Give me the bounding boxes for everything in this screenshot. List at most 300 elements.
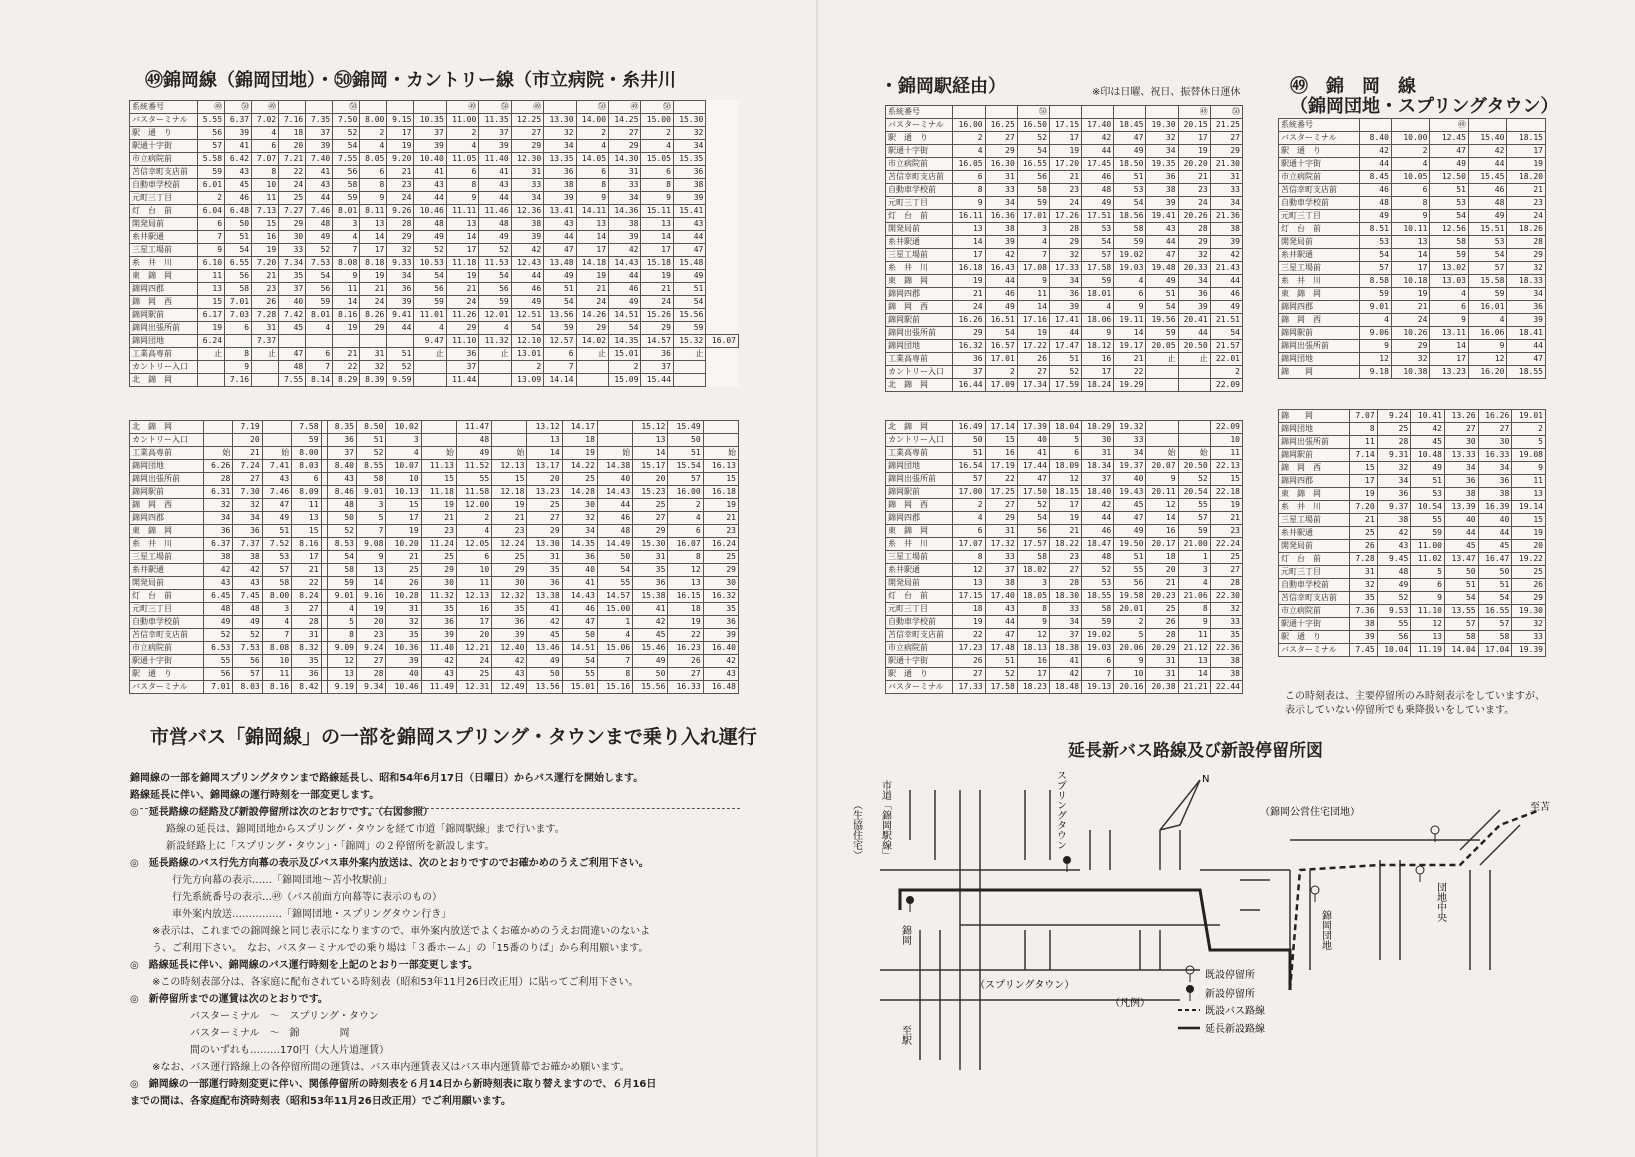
time-cell: 6 — [544, 348, 576, 361]
time-cell — [387, 335, 414, 348]
stop-name: 東 錦 岡 — [886, 525, 953, 538]
time-cell: 12 — [953, 564, 985, 577]
time-cell: 9 — [1114, 655, 1146, 668]
stop-name: 灯 台 前 — [1279, 223, 1360, 236]
time-cell: 5 — [357, 512, 386, 525]
time-cell: 19 — [1391, 288, 1430, 301]
stop-name: 錦 岡 西 — [1279, 314, 1360, 327]
route-number — [1507, 119, 1546, 132]
time-cell: 56 — [1114, 577, 1146, 590]
time-cell: 41 — [633, 603, 668, 616]
time-cell: 11 — [1210, 447, 1242, 460]
time-cell: 39 — [1178, 301, 1210, 314]
stop-name: バスターミナル — [130, 681, 204, 694]
stop-name: 錦岡駅前 — [1279, 327, 1360, 340]
time-cell: 17.51 — [1082, 210, 1114, 223]
time-cell: 25 — [1512, 566, 1546, 579]
time-cell: 26 — [1017, 353, 1049, 366]
table-row — [1279, 540, 1546, 553]
time-cell: 44 — [1178, 327, 1210, 340]
time-cell: 17.58 — [1082, 262, 1114, 275]
time-cell: 6 — [198, 218, 225, 231]
time-cell: 9.20 — [387, 153, 414, 166]
time-cell: 9 — [1430, 314, 1469, 327]
time-cell: 8.53 — [327, 538, 356, 551]
table-row — [1279, 449, 1546, 462]
time-cell: 40 — [1444, 514, 1478, 527]
time-cell: 59 — [1178, 525, 1210, 538]
time-cell — [1146, 421, 1178, 434]
time-cell: 27 — [1049, 564, 1081, 577]
time-cell: 16.11 — [953, 210, 985, 223]
time-cell: 7 — [198, 231, 225, 244]
route-number: ㊾ — [609, 101, 641, 114]
time-cell: 44 — [1146, 236, 1178, 249]
time-cell: 41 — [562, 577, 597, 590]
time-cell: 56 — [1377, 631, 1411, 644]
time-cell: 46 — [562, 603, 597, 616]
time-cell: 13.39 — [1444, 501, 1478, 514]
time-cell: 25 — [492, 551, 527, 564]
time-cell: 58 — [357, 473, 386, 486]
table-row — [886, 288, 1243, 301]
time-cell: 4 — [597, 629, 632, 642]
time-cell: 29 — [576, 322, 608, 335]
time-cell: 19.01 — [1512, 410, 1546, 423]
right-title: ㊾ 錦 岡 線 — [1290, 76, 1416, 97]
middle-title: ・錦岡駅経由） — [880, 76, 1006, 97]
map-legend — [1110, 966, 1265, 1035]
time-cell: 53 — [262, 551, 291, 564]
time-cell: 43 — [262, 473, 291, 486]
time-cell: 42 — [1082, 132, 1114, 145]
time-cell: 28 — [387, 218, 414, 231]
time-cell: 27 — [1017, 366, 1049, 379]
time-cell: 49 — [1114, 145, 1146, 158]
time-cell: 34 — [1178, 275, 1210, 288]
header-label: 系統番号 — [886, 106, 953, 119]
time-cell: 19 — [562, 447, 597, 460]
stop-name: 開発局前 — [130, 577, 204, 590]
time-cell: 32 — [1512, 618, 1546, 631]
time-cell: 51 — [225, 231, 252, 244]
time-cell: 56 — [306, 283, 333, 296]
table-row — [886, 577, 1243, 590]
time-cell: 50 — [562, 629, 597, 642]
time-cell: 11.40 — [479, 153, 511, 166]
table-row — [886, 434, 1243, 447]
time-cell: 34 — [511, 192, 543, 205]
time-cell: 12.31 — [456, 681, 491, 694]
time-cell: 7 — [597, 655, 632, 668]
time-cell: 22 — [333, 361, 360, 374]
time-cell: 25 — [421, 551, 456, 564]
time-cell: 22.18 — [1210, 486, 1242, 499]
time-cell: 20.05 — [1146, 340, 1178, 353]
time-cell: 20.06 — [1114, 642, 1146, 655]
time-cell: 11 — [456, 577, 491, 590]
time-cell: 9.16 — [357, 590, 386, 603]
time-cell: 8.50 — [357, 421, 386, 434]
time-cell: 46 — [1359, 184, 1391, 197]
time-cell: 37 — [985, 564, 1017, 577]
table-row — [1279, 210, 1546, 223]
table-row — [130, 681, 739, 694]
table-row — [886, 119, 1243, 132]
time-cell: 44 — [597, 499, 632, 512]
time-cell: 27 — [1210, 132, 1242, 145]
time-cell — [225, 335, 252, 348]
notice-line: う、ご利用下さい。 なお、バスターミナルでの乗り場は「３番ホーム」の「15番のりば」から利用願います。 — [152, 943, 649, 954]
time-cell: 31 — [360, 348, 387, 361]
stop-name: 東 錦 岡 — [886, 275, 953, 288]
time-cell: 11 — [333, 283, 360, 296]
notice-line: 行先系統番号の表示…㊾（バス前面方向幕等に表示のもの） — [172, 892, 442, 903]
time-cell: 13 — [198, 283, 225, 296]
time-cell: 18.05 — [1017, 590, 1049, 603]
time-cell: 18.55 — [1082, 590, 1114, 603]
time-cell: 15.48 — [673, 257, 705, 270]
left-upper-timetable — [129, 100, 739, 387]
table-row — [130, 218, 739, 231]
time-cell: 8 — [327, 629, 356, 642]
time-cell: 15 — [1512, 514, 1546, 527]
time-cell: 58 — [1114, 223, 1146, 236]
header-label: 系統番号 — [1279, 119, 1360, 132]
time-cell: 18.13 — [1017, 642, 1049, 655]
time-cell: 52 — [1082, 564, 1114, 577]
time-cell: 21.21 — [1178, 681, 1210, 694]
time-cell: 17 — [446, 244, 478, 257]
notice-line: ◎ 延長路線のバス行先方向幕の表示及びバス車外案内放送は、次のとおりですのでお確かめのうえご利用下さい。 — [130, 858, 649, 869]
time-cell: 42 — [421, 655, 456, 668]
time-cell: 39 — [544, 192, 576, 205]
time-cell: 39 — [1146, 197, 1178, 210]
time-cell: 13.12 — [527, 421, 562, 434]
time-cell: 7.27 — [279, 205, 306, 218]
stop-name: 錦岡出張所前 — [886, 327, 953, 340]
table-row — [886, 210, 1243, 223]
time-cell: 11.44 — [446, 374, 478, 387]
time-cell: 37 — [306, 127, 333, 140]
time-cell: 17 — [1430, 353, 1469, 366]
stop-name: 開発局前 — [1279, 540, 1350, 553]
time-cell: 32 — [360, 361, 387, 374]
time-cell: 29 — [703, 564, 738, 577]
stop-name: 元町三丁目 — [886, 603, 953, 616]
time-cell: 6.37 — [225, 114, 252, 127]
time-cell: 6 — [1430, 301, 1469, 314]
time-cell: 16.51 — [985, 314, 1017, 327]
time-cell: 7.52 — [262, 538, 291, 551]
time-cell: 32 — [1210, 603, 1242, 616]
time-cell: 29 — [953, 327, 985, 340]
time-cell: 6 — [1391, 184, 1430, 197]
time-cell: 5 — [1114, 629, 1146, 642]
table-row — [130, 179, 739, 192]
time-cell: 49 — [1377, 579, 1411, 592]
time-cell: 52 — [203, 629, 232, 642]
time-cell: 8.03 — [292, 460, 321, 473]
time-cell: 7 — [333, 244, 360, 257]
route-number — [1049, 106, 1081, 119]
route-number — [544, 101, 576, 114]
table-row — [1279, 327, 1546, 340]
time-cell: 19.17 — [1114, 340, 1146, 353]
time-cell: 21 — [446, 283, 478, 296]
time-cell: 12.36 — [511, 205, 543, 218]
time-cell: 7.24 — [233, 460, 262, 473]
time-cell: 18 — [279, 127, 306, 140]
time-cell: 6 — [1114, 288, 1146, 301]
time-cell: 16.50 — [1017, 119, 1049, 132]
time-cell: 13 — [641, 218, 673, 231]
time-cell: 52 — [1178, 473, 1210, 486]
time-cell: 10 — [1210, 434, 1242, 447]
time-cell: 29 — [279, 218, 306, 231]
time-cell: 10.04 — [1377, 644, 1411, 657]
time-cell: 43 — [225, 166, 252, 179]
time-cell: 56 — [1017, 525, 1049, 538]
time-cell: 14 — [1017, 301, 1049, 314]
time-cell: 12.00 — [456, 499, 491, 512]
time-cell: 22.44 — [1210, 681, 1242, 694]
time-cell: 36 — [1478, 475, 1512, 488]
time-cell: 13 — [1391, 236, 1430, 249]
time-cell: 22.09 — [1210, 421, 1242, 434]
time-cell: 22.24 — [1210, 538, 1242, 551]
table-row — [1279, 171, 1546, 184]
time-cell: 21 — [292, 564, 321, 577]
stop-name: バスターミナル — [886, 681, 953, 694]
time-cell: 12.45 — [1430, 132, 1469, 145]
time-cell: 7.21 — [279, 153, 306, 166]
time-cell: 59 — [1146, 327, 1178, 340]
time-cell: 15.35 — [673, 153, 705, 166]
time-cell: 54 — [333, 140, 360, 153]
time-cell: 13.38 — [527, 590, 562, 603]
notice-line: ◎ 延長路線の経路及び新設停留所は次のとおりです。（右図参照） — [130, 807, 433, 818]
time-cell: 7 — [306, 361, 333, 374]
table-row — [886, 564, 1243, 577]
time-cell: 58 — [327, 564, 356, 577]
time-cell: 15.09 — [609, 374, 641, 387]
time-cell: 52 — [387, 361, 414, 374]
time-cell: 51 — [953, 447, 985, 460]
time-cell: 31 — [1082, 447, 1114, 460]
new-stop-icons — [906, 856, 1071, 912]
table-row — [886, 340, 1243, 353]
time-cell: 58 — [262, 577, 291, 590]
time-cell: 37 — [953, 366, 985, 379]
left-title: ㊾錦岡線（錦岡団地）・㊿錦岡・カントリー線（市立病院・糸井川 — [145, 70, 676, 91]
table-row — [886, 366, 1243, 379]
time-cell: 25 — [562, 473, 597, 486]
time-cell: 13 — [1411, 631, 1445, 644]
time-cell: 29 — [360, 322, 387, 335]
table-row — [130, 114, 739, 127]
time-cell: 18.12 — [1082, 340, 1114, 353]
time-cell: 17.41 — [1049, 314, 1081, 327]
time-cell: 8.29 — [333, 374, 360, 387]
time-cell: 42 — [1210, 249, 1242, 262]
time-cell: 17.15 — [1049, 119, 1081, 132]
time-cell: 21.06 — [1178, 590, 1210, 603]
time-cell: 18 — [668, 603, 703, 616]
time-cell: 52 — [985, 668, 1017, 681]
time-cell: 14 — [641, 231, 673, 244]
table-row — [130, 205, 739, 218]
time-cell: 9.09 — [327, 642, 356, 655]
time-cell: 59 — [1082, 275, 1114, 288]
stop-name: 灯 台 前 — [886, 590, 953, 603]
time-cell: 20.11 — [1146, 486, 1178, 499]
time-cell: 25 — [527, 499, 562, 512]
time-cell: 29 — [511, 140, 543, 153]
time-cell: 17.23 — [953, 642, 985, 655]
notice-body — [130, 770, 770, 1110]
time-cell: 57 — [668, 473, 703, 486]
notice-line: までの間は、各家庭配布済時刻表（昭和53年11月26日改正用）でご利用願います。 — [130, 1096, 511, 1107]
time-cell: 54 — [1082, 236, 1114, 249]
time-cell: 6 — [456, 551, 491, 564]
time-cell: 29 — [641, 322, 673, 335]
route-number: ㊿ — [225, 101, 252, 114]
time-cell — [203, 421, 232, 434]
time-cell: 42 — [511, 244, 543, 257]
stop-name: 市立病院前 — [1279, 605, 1350, 618]
time-cell: 50 — [633, 668, 668, 681]
time-cell: 17.33 — [953, 681, 985, 694]
time-cell: 39 — [386, 655, 421, 668]
table-row — [130, 166, 739, 179]
time-cell: 19 — [446, 270, 478, 283]
stop-name: 錦岡駅前 — [886, 486, 953, 499]
time-cell: 47 — [673, 244, 705, 257]
time-cell: 11.26 — [446, 309, 478, 322]
time-cell: 14 — [360, 231, 387, 244]
time-cell: 8.11 — [360, 205, 387, 218]
time-cell: 42 — [703, 655, 738, 668]
time-cell: 6 — [292, 473, 321, 486]
time-cell: 9 — [333, 270, 360, 283]
time-cell: 36 — [203, 525, 232, 538]
map-title: 延長新バス路線及び新設停留所図 — [1068, 741, 1323, 761]
time-cell: 10.48 — [1411, 449, 1445, 462]
time-cell: 8.03 — [233, 681, 262, 694]
time-cell: 18.56 — [1114, 210, 1146, 223]
time-cell: 15.11 — [641, 205, 673, 218]
time-cell: 7.53 — [306, 257, 333, 270]
time-cell: 16 — [456, 603, 491, 616]
time-cell: 19 — [1210, 499, 1242, 512]
time-cell: 9.01 — [357, 486, 386, 499]
time-cell: 49 — [479, 231, 511, 244]
time-cell: 58 — [1444, 631, 1478, 644]
table-row — [130, 322, 739, 335]
time-cell: 4 — [456, 525, 491, 538]
table-row — [886, 327, 1243, 340]
time-cell: 19 — [1512, 527, 1546, 540]
time-cell: 15.58 — [1468, 275, 1507, 288]
time-cell: 12.43 — [511, 257, 543, 270]
stop-name: 錦岡駅前 — [886, 314, 953, 327]
stop-name: 糸 井 川 — [130, 538, 204, 551]
time-cell: 40 — [386, 668, 421, 681]
time-cell: 9.15 — [387, 114, 414, 127]
time-cell: 29 — [387, 231, 414, 244]
time-cell: 52 — [1377, 592, 1411, 605]
stop-name: 元町三丁目 — [1279, 210, 1360, 223]
table-row — [130, 374, 739, 387]
time-cell: 6.10 — [198, 257, 225, 270]
time-cell: 9.45 — [1377, 553, 1411, 566]
time-cell: 16.55 — [1478, 605, 1512, 618]
time-cell: 6.55 — [225, 257, 252, 270]
time-cell: 9 — [1146, 473, 1178, 486]
time-cell: 23 — [1210, 525, 1242, 538]
time-cell: 6.01 — [198, 179, 225, 192]
time-cell: 59 — [327, 577, 356, 590]
table-row — [130, 434, 739, 447]
table-header-row — [130, 101, 739, 114]
time-cell: 48 — [233, 603, 262, 616]
notice-line: 路線延長に伴い、錦岡線の運行時刻を一部変更します。 — [130, 790, 380, 801]
time-cell: 17.44 — [1017, 460, 1049, 473]
time-cell: 7.34 — [279, 257, 306, 270]
time-cell: 54 — [544, 296, 576, 309]
time-cell — [198, 361, 225, 374]
time-cell: 42 — [492, 655, 527, 668]
stop-name: 自動車学校前 — [886, 616, 953, 629]
time-cell: 58 — [1082, 603, 1114, 616]
time-cell: 21 — [1146, 577, 1178, 590]
time-cell: 21 — [492, 512, 527, 525]
stop-name: 自動車学校前 — [130, 616, 204, 629]
time-cell: 37 — [446, 361, 478, 374]
time-cell: 33 — [1210, 184, 1242, 197]
time-cell: 20 — [279, 140, 306, 153]
time-cell: 44 — [1507, 340, 1546, 353]
time-cell: 4 — [414, 322, 446, 335]
time-cell: 31 — [609, 166, 641, 179]
time-cell: 26 — [1512, 579, 1546, 592]
time-cell: 59 — [1430, 249, 1469, 262]
time-cell: 9.33 — [387, 257, 414, 270]
table-row — [1279, 223, 1546, 236]
time-cell: 7.55 — [279, 374, 306, 387]
table-row — [1279, 288, 1546, 301]
time-cell: 4 — [1082, 301, 1114, 314]
time-cell: 44 — [609, 270, 641, 283]
time-cell: 54 — [1017, 145, 1049, 158]
time-cell: 16.40 — [703, 642, 738, 655]
time-cell: 8 — [446, 179, 478, 192]
time-cell: 37 — [1049, 629, 1081, 642]
time-cell: 56 — [225, 270, 252, 283]
time-cell: 27 — [985, 499, 1017, 512]
time-cell: 28 — [1210, 577, 1242, 590]
map-label-spring-area: （スプリングタウン） — [975, 980, 1075, 991]
stop-name: 駅通十字街 — [1279, 158, 1360, 171]
time-cell: 7 — [544, 361, 576, 374]
time-cell: 13.56 — [544, 309, 576, 322]
table-row — [886, 590, 1243, 603]
time-cell: 4 — [576, 140, 608, 153]
stop-name: 三星工場前 — [886, 249, 953, 262]
table-row — [1279, 158, 1546, 171]
time-cell: 18.15 — [1507, 132, 1546, 145]
